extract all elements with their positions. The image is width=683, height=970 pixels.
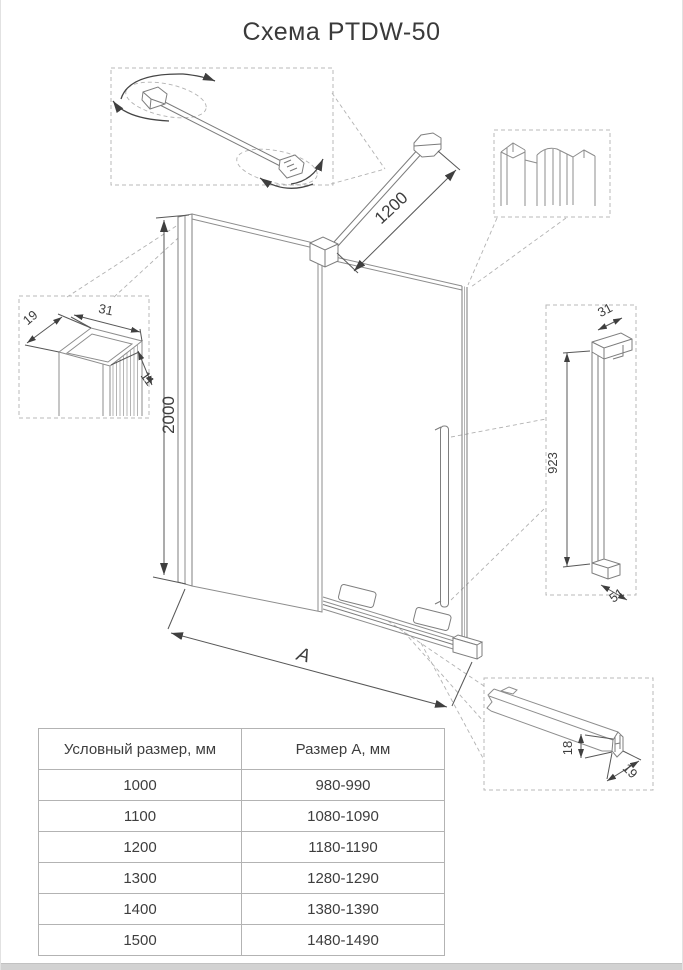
dim-support-bar-1200: 1200 — [370, 188, 412, 228]
dimension-handle-bottom — [601, 585, 627, 606]
detail-box-seal-profile — [494, 130, 610, 217]
dimension-rail-depth — [607, 751, 641, 781]
table-cell: 1100 — [39, 801, 242, 832]
dim-handle-31: 31 — [594, 300, 615, 321]
glass-clamp-left — [338, 584, 377, 608]
detail-box-wall-profile — [19, 296, 158, 418]
bar-end-fitting-left — [142, 87, 167, 109]
dim-handle-923: 923 — [545, 452, 560, 474]
dimension-rail-height — [560, 734, 613, 758]
dimension-bar-length — [337, 151, 460, 273]
dim-height-2000: 2000 — [159, 396, 178, 434]
page-title: Схема PTDW-50 — [242, 18, 441, 46]
table-cell: 1380-1390 — [242, 894, 445, 925]
dimension-handle-length — [545, 351, 590, 567]
support-bar — [334, 147, 424, 246]
wall-bracket — [414, 133, 441, 157]
dimension-wall-depth — [20, 307, 91, 352]
table-row — [39, 770, 445, 801]
table-cell: 1500 — [39, 925, 242, 956]
dim-wall-11: 11 — [137, 368, 158, 389]
dim-width-a: A — [294, 643, 313, 668]
handle-drawing — [592, 333, 632, 579]
leader-lines — [67, 93, 566, 760]
dim-wall-19: 19 — [19, 307, 41, 328]
dim-wall-31: 31 — [97, 300, 115, 319]
size-table — [38, 728, 445, 956]
table-header-size-a: Размер А, мм — [242, 729, 445, 770]
table-row — [39, 925, 445, 956]
table-header-nominal-size: Условный размер, мм — [39, 729, 242, 770]
door-handle — [435, 426, 449, 607]
fixed-glass-panel — [192, 214, 322, 612]
detail-box-bottom-rail — [484, 678, 653, 790]
table-cell: 1080-1090 — [242, 801, 445, 832]
page-bottom-strip — [1, 963, 682, 970]
table-row — [39, 863, 445, 894]
dim-rail-18: 18 — [560, 740, 575, 756]
main-drawing — [153, 133, 482, 707]
glass-clamp-right — [413, 607, 452, 631]
bottom-rail — [323, 597, 482, 659]
dim-handle-51: 51 — [606, 585, 627, 606]
dimension-width-a — [168, 589, 472, 707]
wall-profile-drawing — [59, 328, 142, 416]
table-cell: 1300 — [39, 863, 242, 894]
detail-box-roller-bar — [111, 68, 333, 191]
table-row — [39, 832, 445, 863]
bar-end-fitting-right — [279, 155, 304, 178]
table-cell: 1180-1190 — [242, 832, 445, 863]
table-cell: 980-990 — [242, 770, 445, 801]
seal-profile-drawing — [501, 143, 595, 206]
detail-box-handle — [545, 300, 636, 606]
table-row — [39, 801, 445, 832]
table-cell: 1480-1490 — [242, 925, 445, 956]
wall-profile — [178, 214, 192, 586]
bottom-rail-drawing — [487, 687, 623, 757]
table-header-row — [39, 729, 445, 770]
table-row — [39, 894, 445, 925]
table-cell: 1400 — [39, 894, 242, 925]
table-cell: 1280-1290 — [242, 863, 445, 894]
table-cell: 1000 — [39, 770, 242, 801]
table-cell: 1200 — [39, 832, 242, 863]
dim-rail-19: 19 — [619, 760, 641, 782]
